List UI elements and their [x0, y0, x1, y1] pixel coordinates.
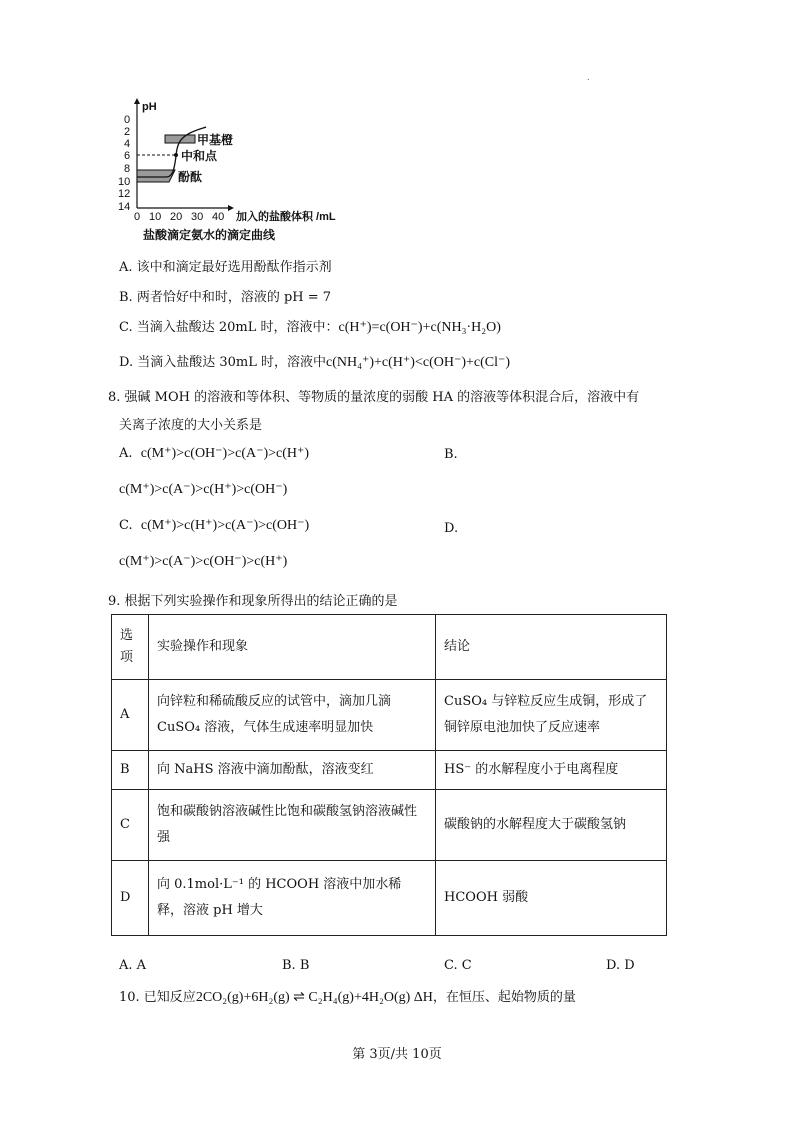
y-tick: 12: [118, 188, 131, 200]
q9-answer-c: C. C: [444, 958, 472, 973]
q7-option-a: A. 该中和滴定最好选用酚酞作指示剂: [119, 260, 332, 275]
table-row: [112, 751, 667, 790]
y-tick: 8: [124, 163, 131, 175]
row-operation: 向锌粒和稀硫酸反应的试管中，滴加几滴 CuSO₄ 溶液，气体生成速率明显加快: [149, 680, 436, 751]
q7-option-b: B. 两者恰好中和时，溶液的 pH = 7: [119, 290, 332, 305]
q8-a-expr: c(M⁺)>c(OH⁻)>c(A⁻)>c(H⁺): [140, 446, 310, 461]
row-operation: 向 NaHS 溶液中滴加酚酞，溶液变红: [149, 751, 436, 790]
header-conclusion: 结论: [436, 615, 667, 680]
row-option: A: [112, 680, 149, 751]
table-row: [112, 861, 667, 936]
q8-d-expr: [119, 553, 287, 570]
q8-d-expr-text: c(M⁺)>c(A⁻)>c(OH⁻)>c(H⁺): [119, 554, 288, 569]
x-tick: 0: [134, 211, 141, 223]
methyl-orange-label: 甲基橙: [197, 133, 234, 147]
q10-suffix: ，在恒压、起始物质的量: [432, 990, 576, 1005]
y-tick: 14: [118, 201, 131, 213]
page-footer: 第 3页/共 10页: [352, 1047, 442, 1062]
phenolphthalein-label: 酚酞: [178, 170, 203, 184]
q7-option-d-prefix: D. 当滴入盐酸达 30mL 时，溶液中: [119, 355, 326, 370]
row-operation: 饱和碳酸钠溶液碱性比饱和碳酸氢钠溶液碱性强: [149, 790, 436, 861]
neutral-point-label: 中和点: [181, 149, 218, 163]
table-row: [112, 790, 667, 861]
q7-option-c-prefix: C. 当滴入盐酸达 20mL 时，溶液中：: [119, 320, 339, 335]
q10-stem: [119, 986, 576, 1006]
neutral-point-dot: [174, 153, 178, 157]
q8-stem-line2: 关离子浓度的大小关系是: [119, 418, 263, 433]
q7-option-c: [119, 316, 501, 336]
q9-table: [111, 614, 667, 936]
q8-a-label: A.: [119, 446, 133, 461]
x-tick: 10: [149, 211, 162, 223]
q8-b-label: B.: [444, 447, 458, 462]
header-operation: 实验操作和现象: [149, 615, 436, 680]
q9-stem: 9. 根据下列实验操作和现象所得出的结论正确的是: [108, 594, 398, 609]
table-header-row: [112, 615, 667, 680]
figure-caption: 盐酸滴定氨水的滴定曲线: [143, 228, 276, 242]
x-axis-label: 加入的盐酸体积 /mL: [236, 211, 336, 223]
row-option: B: [112, 751, 149, 790]
corner-mark: .: [587, 73, 590, 82]
row-conclusion: HCOOH 弱酸: [436, 861, 667, 936]
q10-prefix: 10. 已知反应: [119, 990, 196, 1005]
header-option: 选项: [112, 615, 149, 680]
y-tick: 10: [118, 176, 131, 188]
q8-option-a: [119, 445, 309, 462]
q9-answer-d: D. D: [606, 958, 635, 973]
q7-option-c-expr: c(H⁺)=c(OH⁻)+c(NH₃·H₂O): [338, 320, 501, 335]
q8-c-label: C.: [119, 518, 133, 533]
row-conclusion: CuSO₄ 与锌粒反应生成铜，形成了铜锌原电池加快了反应速率: [436, 680, 667, 751]
row-option: D: [112, 861, 149, 936]
q8-c-expr: c(M⁺)>c(H⁺)>c(A⁻)>c(OH⁻): [140, 518, 310, 533]
y-tick: 4: [124, 138, 131, 150]
y-tick: 2: [124, 126, 131, 138]
q9-answer-a: A. A: [119, 958, 147, 973]
q10-equation: 2CO₂(g)+6H₂(g) ⇌ C₂H₄(g)+4H₂O(g) ΔH: [195, 990, 433, 1005]
q9-answer-b: B. B: [282, 958, 310, 973]
q8-b-expr-text: c(M⁺)>c(A⁻)>c(H⁺)>c(OH⁻): [119, 482, 288, 497]
q8-stem-line1: 8. 强碱 MOH 的溶液和等体积、等物质的量浓度的弱酸 HA 的溶液等体积混合后，溶液中有: [108, 390, 640, 405]
x-tick: 30: [191, 211, 204, 223]
y-tick: 6: [124, 150, 131, 162]
q7-option-d: [119, 351, 510, 371]
q8-option-c: [119, 517, 309, 534]
x-tick: 40: [212, 211, 225, 223]
q8-d-label: D.: [444, 521, 459, 536]
x-tick: 20: [170, 211, 183, 223]
y-axis-label: pH: [142, 101, 157, 113]
q7-option-d-expr: c(NH₄⁺)+c(H⁺)<c(OH⁻)+c(Cl⁻): [326, 355, 511, 370]
row-operation: 向 0.1mol·L⁻¹ 的 HCOOH 溶液中加水稀释，溶液 pH 增大: [149, 861, 436, 936]
row-conclusion: 碳酸钠的水解程度大于碳酸氢钠: [436, 790, 667, 861]
y-tick: 0: [124, 114, 131, 126]
row-option: C: [112, 790, 149, 861]
titration-figure: [110, 96, 380, 246]
q8-b-expr: [119, 481, 287, 498]
row-conclusion: HS⁻ 的水解程度小于电离程度: [436, 751, 667, 790]
table-row: [112, 680, 667, 751]
